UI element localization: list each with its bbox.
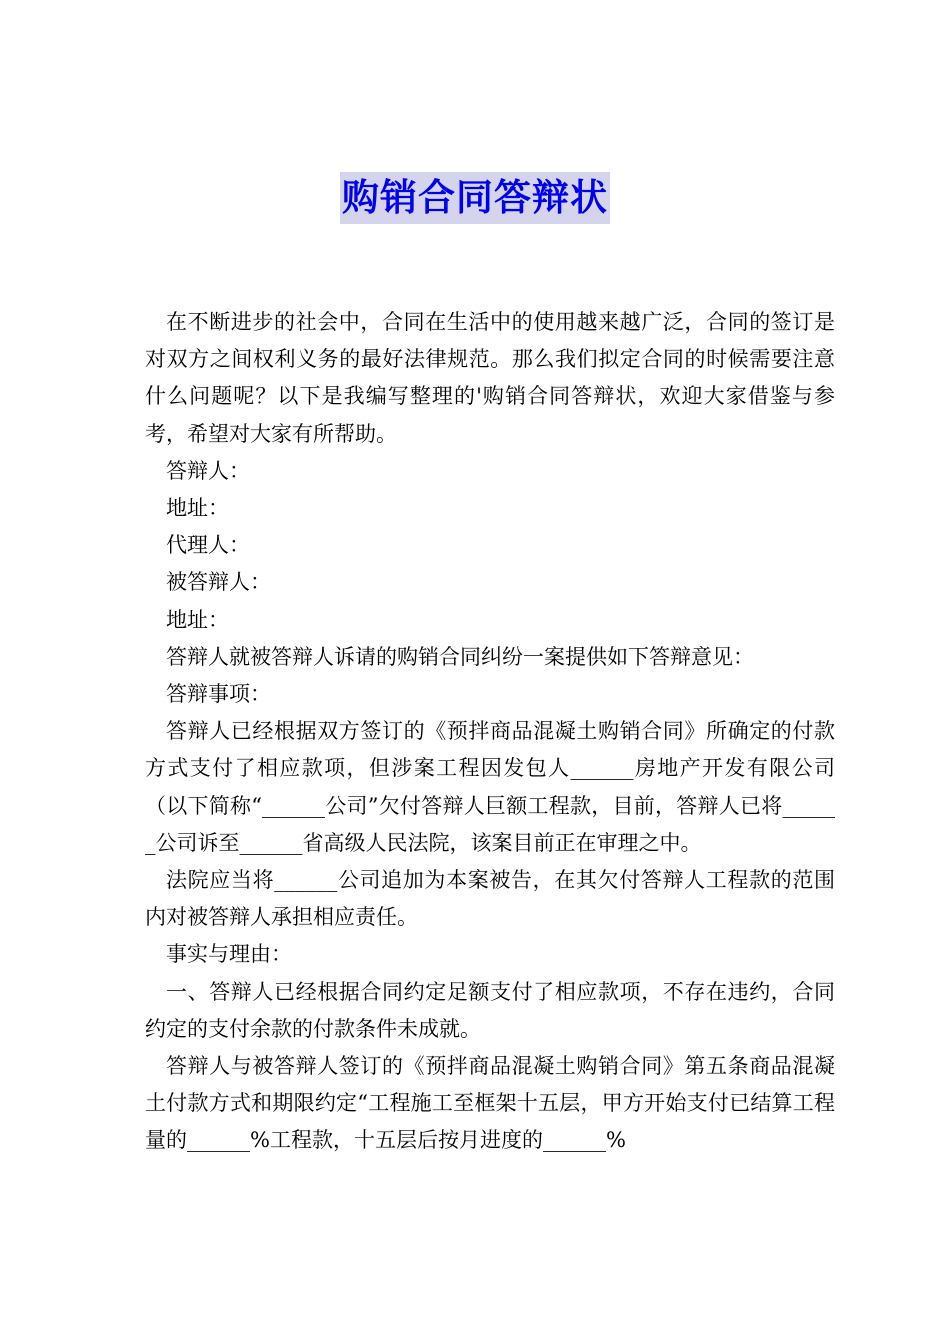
defense-items-heading: 答辩事项： bbox=[166, 682, 271, 707]
defense-intro-paragraph: 答辩人就被答辩人诉请的购销合同纠纷一案提供如下答辩意见： bbox=[166, 644, 754, 669]
plaintiff-address-line: 地址： bbox=[166, 607, 229, 632]
facts-heading: 事实与理由： bbox=[166, 942, 292, 967]
plaintiff-line: 被答辩人： bbox=[166, 570, 271, 595]
intro-paragraph: 在不断进步的社会中，合同在生活中的使用越来越广泛，合同的签订是对双方之间权利义务的最好法律规范。那么我们拟定合同的时候需要注意什么问题呢？以下是我编写整理的'购销合同答辩状，欢迎大家借鉴与参考，希望对大家有所帮助。 bbox=[145, 310, 835, 446]
court-request-paragraph: 法院应当将______公司追加为本案被告，在其欠付答辩人工程款的范围内对被答辩人承担相应责任。 bbox=[145, 868, 835, 930]
respondent-line: 答辩人： bbox=[166, 458, 250, 483]
title-container bbox=[0, 172, 950, 224]
respondent-address-line: 地址： bbox=[166, 496, 229, 521]
defense-item-paragraph: 答辩人已经根据双方签订的《预拌商品混凝土购销合同》所确定的付款方式支付了相应款项，但涉案工程因发包人______房地产开发有限公司（以下简称“______公司”欠付答辩人巨额工程款，目前，答辩人已将______公司诉至______省高级人民法院，该案目前正在审理之中。 bbox=[145, 719, 835, 855]
document-title: 购销合同答辩状 bbox=[340, 172, 610, 224]
fact-one-paragraph: 一、答辩人已经根据合同约定足额支付了相应款项，不存在违约，合同约定的支付余款的付款条件未成就。 bbox=[145, 979, 835, 1041]
document-body bbox=[145, 304, 835, 1160]
agent-line: 代理人： bbox=[166, 533, 250, 558]
contract-clause-paragraph: 答辩人与被答辩人签订的《预拌商品混凝土购销合同》第五条商品混凝土付款方式和期限约定“工程施工至框架十五层，甲方开始支付已结算工程量的______%工程款，十五层后按月进度的______% bbox=[145, 1054, 835, 1153]
